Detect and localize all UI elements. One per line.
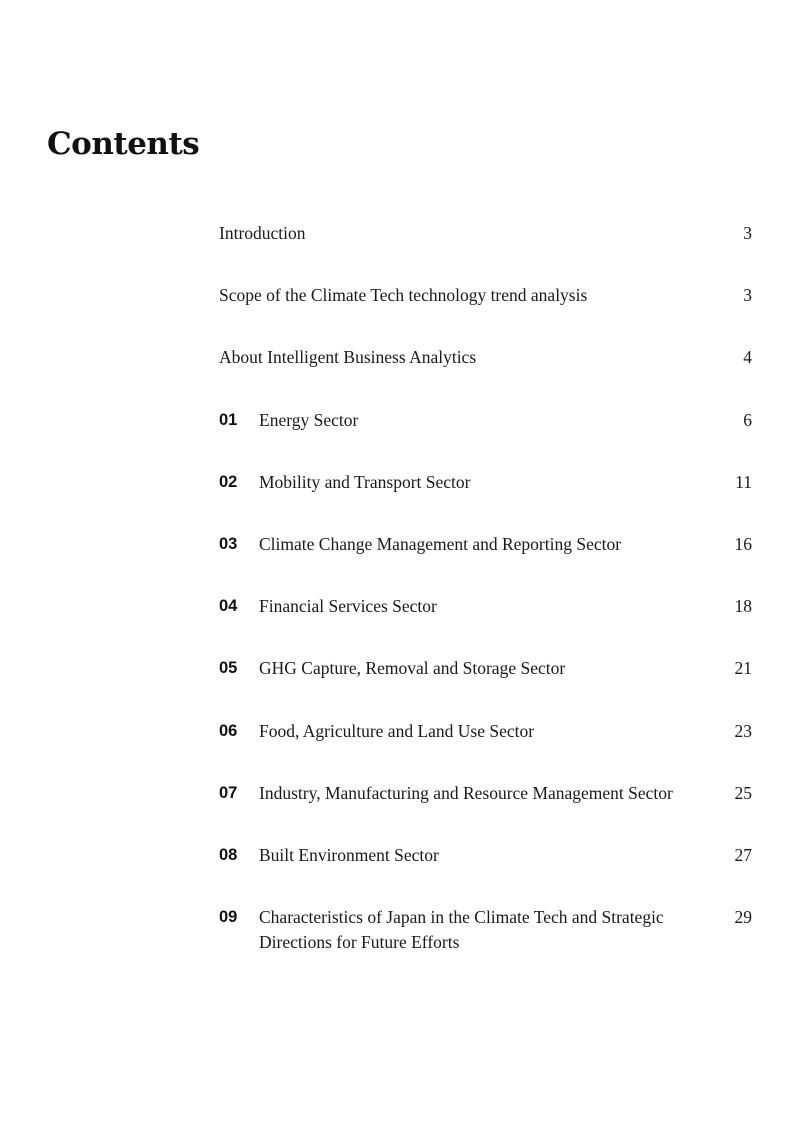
toc-entry-08[interactable] <box>219 843 752 905</box>
toc-entry-page: 4 <box>743 347 752 368</box>
toc-entry-03[interactable] <box>219 532 752 594</box>
toc-entry-about[interactable] <box>219 345 752 407</box>
toc-entry-01[interactable] <box>219 408 752 470</box>
toc-entry-page: 21 <box>734 658 752 679</box>
toc-entry-number: 04 <box>219 597 238 616</box>
page-title: Contents <box>47 126 200 162</box>
table-of-contents <box>219 221 752 979</box>
toc-entry-page: 23 <box>734 720 752 741</box>
toc-entry-05[interactable] <box>219 656 752 718</box>
toc-entry-introduction[interactable] <box>219 221 752 283</box>
toc-entry-page: 25 <box>734 782 752 803</box>
toc-entry-title: Climate Change Management and Reporting Sector <box>259 533 622 554</box>
toc-entry-title: GHG Capture, Removal and Storage Sector <box>259 658 566 679</box>
toc-entry-page: 27 <box>734 844 752 865</box>
toc-entry-02[interactable] <box>219 470 752 532</box>
toc-entry-number: 06 <box>219 721 238 740</box>
toc-entry-title: Industry, Manufacturing and Resource Management Sector <box>259 782 673 803</box>
toc-entry-number: 03 <box>219 534 238 553</box>
toc-entry-title: Mobility and Transport Sector <box>259 471 471 492</box>
toc-entry-title: About Intelligent Business Analytics <box>219 347 477 368</box>
toc-entry-06[interactable] <box>219 719 752 781</box>
toc-entry-title: Built Environment Sector <box>259 844 439 865</box>
toc-entry-title: Characteristics of Japan in the Climate Tech and Strategic Directions for Future Efforts <box>259 907 664 952</box>
toc-entry-title: Food, Agriculture and Land Use Sector <box>259 720 535 741</box>
toc-entry-page: 3 <box>743 223 752 243</box>
toc-entry-page: 6 <box>743 409 752 430</box>
toc-entry-number: 07 <box>219 783 238 802</box>
toc-entry-number: 08 <box>219 845 238 864</box>
toc-entry-page: 3 <box>743 285 752 306</box>
toc-entry-title: Energy Sector <box>259 409 359 430</box>
toc-entry-09[interactable] <box>219 905 752 979</box>
toc-entry-title: Scope of the Climate Tech technology trend analysis <box>219 285 588 306</box>
toc-entry-title: Financial Services Sector <box>259 596 437 617</box>
toc-entry-page: 11 <box>735 471 752 492</box>
toc-entry-07[interactable] <box>219 781 752 843</box>
toc-entry-number: 01 <box>219 410 238 429</box>
toc-entry-title: Introduction <box>219 223 306 243</box>
toc-entry-scope[interactable] <box>219 283 752 345</box>
toc-entry-page: 16 <box>734 533 752 554</box>
toc-entry-page: 29 <box>734 907 752 928</box>
toc-entry-number: 09 <box>219 908 238 927</box>
toc-entry-number: 05 <box>219 659 238 678</box>
toc-entry-number: 02 <box>219 472 238 491</box>
toc-entry-page: 18 <box>734 596 752 617</box>
toc-entry-04[interactable] <box>219 594 752 656</box>
